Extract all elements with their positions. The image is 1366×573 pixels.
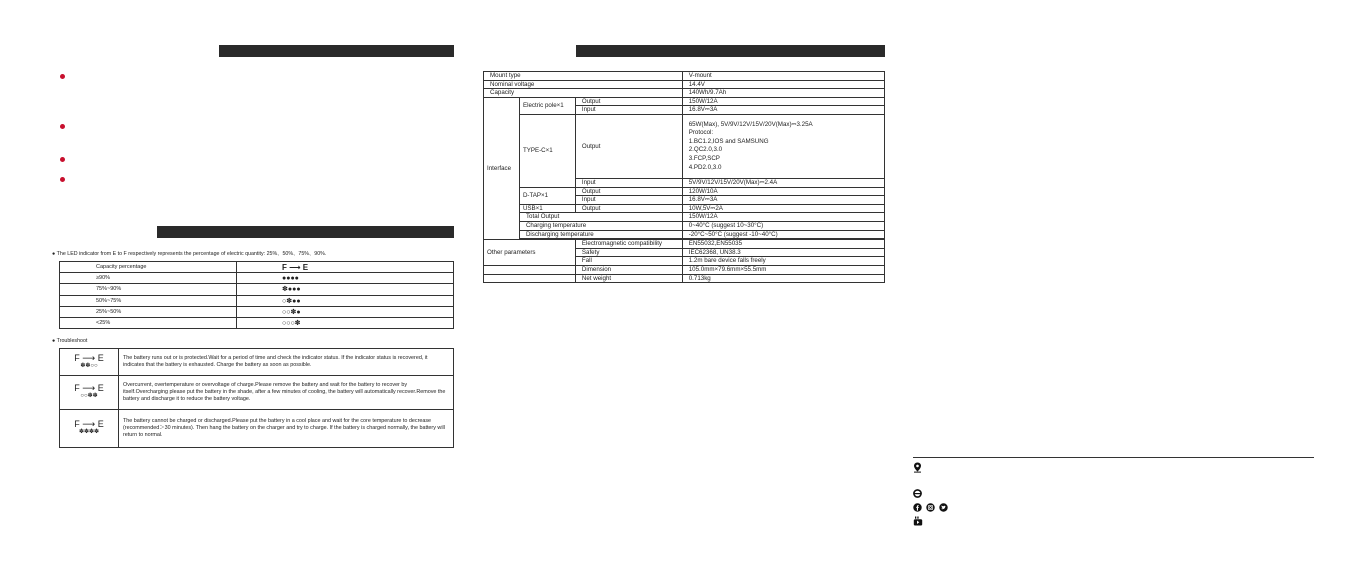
footer-divider	[913, 457, 1314, 458]
spec-label: Safety	[575, 248, 682, 257]
instagram-icon	[926, 503, 935, 512]
other-params-label: Other parameters	[484, 240, 576, 266]
spec-label: Fall	[575, 257, 682, 266]
cap-row-percent: 25%~50%	[60, 306, 237, 317]
spec-label: Discharging temperature	[519, 230, 682, 239]
spec-sublabel: Output	[575, 114, 682, 178]
spec-table	[483, 71, 885, 283]
red-bullet-4	[60, 177, 65, 182]
section-header-bar-spec	[576, 45, 885, 57]
capacity-table	[59, 261, 454, 329]
troubleshoot-text: The battery runs out or is protected.Wait for a period of time and check the indicator status. If the indicator status is recovered, it indicates that the battery is exhausted. Charge the battery as soon as possible.	[119, 349, 454, 376]
table-row	[484, 213, 885, 222]
spec-value: 0~40°C (suggest 10~30°C)	[682, 221, 884, 230]
table-row	[484, 114, 885, 178]
spec-label: Capacity	[484, 89, 683, 98]
location-icon	[913, 462, 922, 473]
spec-label: Nominal voltage	[484, 80, 683, 89]
spec-label: Electromagnetic compatibility	[575, 240, 682, 249]
table-row	[60, 273, 454, 284]
led-pattern: ✽✽✽✽	[78, 429, 100, 436]
troubleshoot-table	[59, 348, 454, 448]
spec-value: 1.2m bare device falls freely	[682, 257, 884, 266]
spec-value: EN55032,EN55035	[682, 240, 884, 249]
spec-value: 0.713kg	[682, 274, 884, 283]
troubleshoot-icon-cell	[60, 376, 119, 410]
spec-label: Total Output	[519, 213, 682, 222]
spec-value: IEC62368, UN38.3	[682, 248, 884, 257]
table-row	[484, 274, 885, 283]
section-header-bar-left	[219, 45, 454, 57]
twitter-icon	[939, 503, 948, 512]
youtube-icon	[913, 516, 923, 526]
table-row	[60, 295, 454, 306]
spec-value: 105.0mm×79.6mm×55.5mm	[682, 265, 884, 274]
spec-sublabel: Output	[575, 97, 682, 106]
table-row	[484, 204, 885, 213]
led-note: ● The LED indicator from E to F respectively represents the percentage of electric quantity: 25%、50%、75%、90%.	[52, 251, 327, 257]
troubleshoot-text: The battery cannot be charged or discharged.Please put the battery in a cool place and wait for the core temperature to decrease (recommended＞30 minutes). Then hang the battery on the charger and try to charge. If the battery is charged normally, the battery will return to normal.	[119, 410, 454, 448]
table-row	[484, 187, 885, 196]
facebook-icon	[913, 503, 922, 512]
table-row	[484, 221, 885, 230]
table-row	[484, 265, 885, 274]
fe-arrow: F ⟶ E	[74, 383, 104, 394]
led-note-text: The LED indicator from E to F respectively represents the percentage of electric quantity: 25%、50%、75%、90%.	[56, 251, 327, 257]
spec-sublabel: Output	[575, 204, 682, 213]
table-row	[60, 284, 454, 295]
red-bullet-2	[60, 124, 65, 129]
spec-value: 150W/12A	[682, 97, 884, 106]
cap-header-percentage: Capacity percentage	[60, 262, 237, 273]
cap-row-percent: 50%~75%	[60, 295, 237, 306]
spec-value: 150W/12A	[682, 213, 884, 222]
cap-row-pattern: ○○○✽	[237, 317, 454, 328]
troubleshoot-label-text: Troubleshoot	[56, 338, 88, 344]
spec-sublabel: Input	[575, 106, 682, 115]
table-row	[484, 80, 885, 89]
spec-sublabel: Input	[575, 196, 682, 205]
spec-sublabel: Output	[575, 187, 682, 196]
spec-value: 14.4V	[682, 80, 884, 89]
red-bullet-3	[60, 157, 65, 162]
troubleshoot-icon-cell	[60, 349, 119, 376]
table-row	[484, 230, 885, 239]
spec-value: 140Wh/9.7Ah	[682, 89, 884, 98]
spec-value: 16.8V⎓3A	[682, 106, 884, 115]
troubleshoot-icon-cell	[60, 410, 119, 448]
table-row	[60, 306, 454, 317]
table-row	[484, 89, 885, 98]
led-pattern: ○○✽✽	[80, 393, 98, 400]
cap-row-pattern: ✽●●●	[237, 284, 454, 295]
spec-label: Mount type	[484, 72, 683, 81]
spec-sublabel: Input	[575, 178, 682, 187]
spec-value: 120W/10A	[682, 187, 884, 196]
spec-label: Dimension	[575, 265, 682, 274]
led-pattern: ✽✽○○	[80, 362, 98, 369]
spec-value: 10W,5V⎓2A	[682, 204, 884, 213]
table-row	[484, 240, 885, 249]
table-row	[60, 262, 454, 273]
table-row	[60, 376, 454, 410]
typec-output-value: 65W(Max), 5V/9V/12V/15V/20V(Max)⎓3.25A Protocol: 1.BC1.2,IOS and SAMSUNG 2.QC2.0,3.0 3.FCP,SCP 4.PD2.0,3.0	[682, 114, 884, 178]
spec-value: -20°C~50°C (suggest -10~40°C)	[682, 230, 884, 239]
fe-arrow: F ⟶ E	[74, 419, 104, 430]
cap-row-percent: 75%~90%	[60, 284, 237, 295]
spec-label: Charging temperature	[519, 221, 682, 230]
table-row	[60, 410, 454, 448]
spec-value: 5V/9V/12V/15V/20V(Max)⎓2.4A	[682, 178, 884, 187]
usb-label: USB×1	[519, 204, 575, 213]
cap-row-percent: ≥90%	[60, 273, 237, 284]
spec-value: V-mount	[682, 72, 884, 81]
table-row	[484, 97, 885, 106]
section-header-bar-led	[157, 226, 454, 238]
troubleshoot-label: ● Troubleshoot	[52, 338, 88, 344]
red-bullet-1	[60, 74, 65, 79]
cap-row-percent: <25%	[60, 317, 237, 328]
cap-row-pattern: ○✽●●	[237, 295, 454, 306]
table-row	[484, 72, 885, 81]
troubleshoot-text: Overcurrent, overtemperature or overvoltage of charge.Please remove the battery and wait for the battery to recover by itself.Overcharging please put the battery in the shade, after a few minutes of cooling, the battery will automatically recover.Remove the battery and discharge it to reduce the battery voltage.	[119, 376, 454, 410]
table-row	[60, 317, 454, 328]
typec-label: TYPE-C×1	[519, 114, 575, 187]
browser-icon	[913, 489, 922, 498]
spec-value: 16.8V⎓3A	[682, 196, 884, 205]
cap-header-fe: F ⟶ E	[237, 262, 454, 273]
fe-arrow: F ⟶ E	[74, 352, 104, 363]
table-row	[60, 349, 454, 376]
cap-row-pattern: ●●●●	[237, 273, 454, 284]
electric-pole-label: Electric pole×1	[519, 97, 575, 114]
dtap-label: D-TAP×1	[519, 187, 575, 204]
cap-row-pattern: ○○✽●	[237, 306, 454, 317]
interface-label: Interface	[484, 97, 520, 239]
spec-label: Net weight	[575, 274, 682, 283]
